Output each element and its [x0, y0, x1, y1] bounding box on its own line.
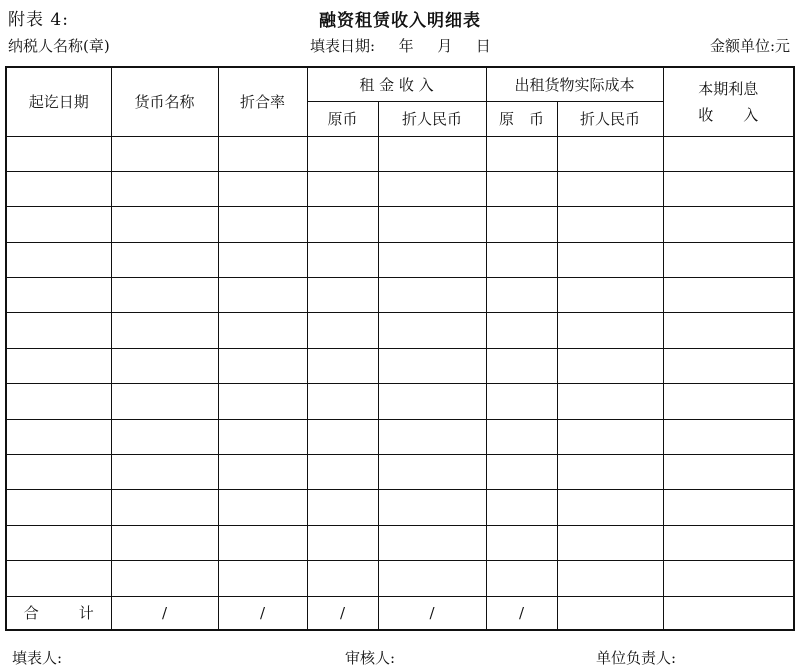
- col-interest-income: [663, 67, 794, 136]
- table-row: [6, 348, 794, 383]
- total-label: 合 计: [6, 596, 111, 630]
- day-label: 日: [475, 37, 491, 55]
- group-actual-cost: 出租货物实际成本: [486, 67, 663, 101]
- col-rent-rmb: 折人民币: [378, 101, 486, 136]
- table-row: [6, 490, 794, 525]
- col-currency-name: 货币名称: [111, 67, 218, 136]
- table-row: [6, 313, 794, 348]
- lease-income-table: [5, 66, 795, 631]
- total-rate-slash: /: [218, 596, 307, 630]
- group-rent-income: 租 金 收 入: [307, 67, 486, 101]
- table-row: [6, 455, 794, 490]
- table-row: [6, 207, 794, 242]
- col-cost-rmb: 折人民币: [557, 101, 663, 136]
- month-label: 月: [437, 37, 453, 55]
- table-row: [6, 136, 794, 171]
- table-row: [6, 419, 794, 454]
- fill-date: [310, 35, 491, 56]
- table-row: [6, 561, 794, 596]
- amount-unit-label: 金额单位:元: [709, 37, 790, 55]
- total-interest-cell[interactable]: [663, 596, 794, 630]
- col-exchange-rate: 折合率: [218, 67, 307, 136]
- preparer-label: 填表人:: [12, 649, 63, 667]
- reviewer-label: 审核人:: [345, 649, 396, 667]
- year-label: 年: [398, 37, 414, 55]
- total-cost-original-slash: /: [486, 596, 557, 630]
- annex-label: 附表 4:: [8, 10, 69, 30]
- total-cost-rmb-cell[interactable]: [557, 596, 663, 630]
- total-currency-slash: /: [111, 596, 218, 630]
- interest-line-1: 本期利息: [698, 79, 759, 98]
- table-row: [6, 278, 794, 313]
- table-row: [6, 384, 794, 419]
- unit-head-label: 单位负责人:: [596, 649, 677, 667]
- total-rent-original-slash: /: [307, 596, 378, 630]
- fill-date-label: 填表日期:: [310, 37, 376, 55]
- interest-line-2: 收 入: [698, 105, 759, 124]
- table-row: [6, 171, 794, 206]
- table-row: [6, 525, 794, 560]
- col-start-end-date: 起讫日期: [6, 67, 111, 136]
- header-row-1: [6, 67, 794, 101]
- taxpayer-name-label: 纳税人名称(章): [8, 37, 110, 55]
- total-row: [6, 596, 794, 630]
- total-rent-rmb-slash: /: [378, 596, 486, 630]
- col-cost-original: 原 币: [486, 101, 557, 136]
- page-title: 融资租赁收入明细表: [319, 11, 481, 31]
- col-rent-original: 原币: [307, 101, 378, 136]
- table-row: [6, 242, 794, 277]
